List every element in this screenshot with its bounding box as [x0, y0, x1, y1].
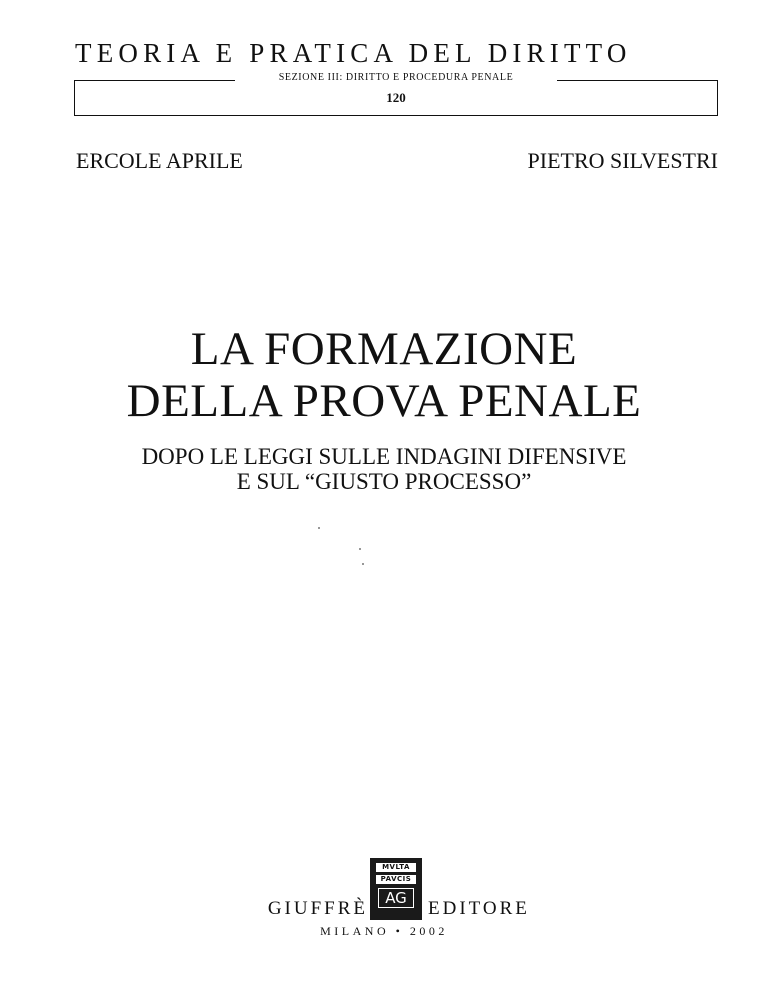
book-title-line2: DELLA PROVA PENALE: [126, 375, 642, 427]
publisher-logo: [370, 858, 422, 920]
author-left: ERCOLE APRILE: [76, 148, 243, 173]
book-subtitle: [0, 444, 768, 494]
print-speck: [318, 527, 320, 529]
logo-initials: AG: [378, 888, 414, 908]
publisher-name-left: GIUFFRÈ: [267, 898, 368, 919]
book-title: [0, 323, 768, 427]
logo-motto-line1: MVLTA: [376, 863, 416, 872]
print-speck: [362, 563, 364, 565]
place-year: MILANO • 2002: [320, 924, 448, 938]
author-right: PIETRO SILVESTRI: [527, 148, 718, 173]
publisher-row: [0, 854, 768, 924]
series-title: TEORIA E PRATICA DEL DIRITTO: [75, 38, 632, 68]
volume-number: 120: [386, 90, 406, 105]
print-speck: [359, 548, 361, 550]
logo-motto-line2: PAVCIS: [376, 875, 416, 884]
series-box: [74, 72, 718, 116]
book-subtitle-line2: E SUL “GIUSTO PROCESSO”: [236, 469, 532, 494]
book-subtitle-line1: DOPO LE LEGGI SULLE INDAGINI DIFENSIVE: [141, 444, 627, 469]
book-title-line1: LA FORMAZIONE: [190, 323, 578, 375]
publisher-name-right: EDITORE: [428, 898, 530, 919]
section-label: SEZIONE III: DIRITTO E PROCEDURA PENALE: [278, 72, 514, 83]
